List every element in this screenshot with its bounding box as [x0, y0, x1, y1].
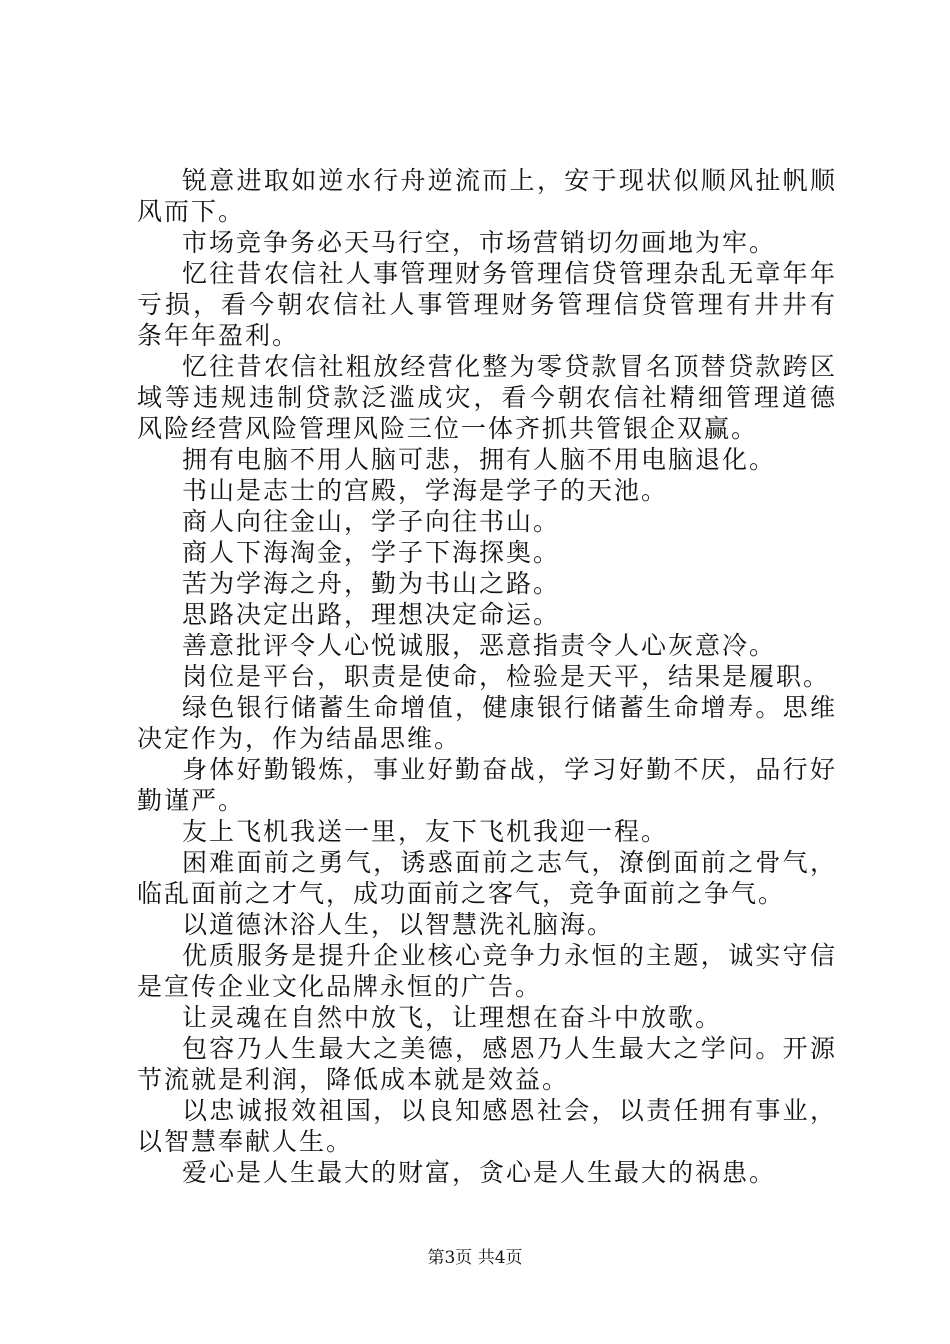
- paragraph: 忆往昔农信社粗放经营化整为零贷款冒名顶替贷款跨区域等违规违制贷款泛滥成灾，看今朝农信社精细管理道德风险经营风险管理风险三位一体齐抓共管银企双赢。: [137, 352, 837, 443]
- paragraph: 善意批评令人心悦诚服，恶意指责令人心灰意冷。: [182, 631, 777, 660]
- paragraph: 让灵魂在自然中放飞，让理想在奋斗中放歌。: [182, 1003, 723, 1032]
- paragraph: 苦为学海之舟，勤为书山之路。: [182, 569, 561, 598]
- document-body: [137, 165, 837, 1188]
- paragraph: 身体好勤锻炼，事业好勤奋战，学习好勤不厌，品行好勤谨严。: [137, 755, 837, 815]
- paragraph: 爱心是人生最大的财富，贪心是人生最大的祸患。: [182, 1158, 777, 1187]
- paragraph: 以道德沐浴人生，以智慧洗礼脑海。: [182, 910, 615, 939]
- page-number-footer: 第3页 共4页: [427, 1248, 523, 1268]
- paragraph: 友上飞机我送一里，友下飞机我迎一程。: [182, 817, 669, 846]
- paragraph: 忆往昔农信社人事管理财务管理信贷管理杂乱无章年年亏损，看今朝农信社人事管理财务管理信贷管理有井井有条年年盈利。: [137, 259, 837, 350]
- paragraph: 岗位是平台，职责是使命，检验是天平，结果是履职。: [182, 662, 831, 691]
- paragraph: 商人下海淘金，学子下海探奥。: [182, 538, 561, 567]
- paragraph: 市场竞争务必天马行空，市场营销切勿画地为牢。: [182, 228, 777, 257]
- paragraph: 商人向往金山，学子向往书山。: [182, 507, 561, 536]
- paragraph: 思路决定出路，理想决定命运。: [182, 600, 561, 629]
- paragraph: 绿色银行储蓄生命增值，健康银行储蓄生命增寿。思维决定作为，作为结晶思维。: [137, 693, 837, 753]
- paragraph: 优质服务是提升企业核心竞争力永恒的主题，诚实守信是宣传企业文化品牌永恒的广告。: [137, 941, 837, 1001]
- paragraph: 书山是志士的宫殿，学海是学子的天池。: [182, 476, 669, 505]
- paragraph: 锐意进取如逆水行舟逆流而上，安于现状似顺风扯帆顺风而下。: [137, 166, 837, 226]
- paragraph: 困难面前之勇气，诱惑面前之志气，潦倒面前之骨气，临乱面前之才气，成功面前之客气，竞争面前之争气。: [137, 848, 837, 908]
- paragraph: 拥有电脑不用人脑可悲，拥有人脑不用电脑退化。: [182, 445, 777, 474]
- paragraph: 以忠诚报效祖国，以良知感恩社会，以责任拥有事业，以智慧奉献人生。: [137, 1096, 837, 1156]
- paragraph: 包容乃人生最大之美德，感恩乃人生最大之学问。开源节流就是利润，降低成本就是效益。: [137, 1034, 837, 1094]
